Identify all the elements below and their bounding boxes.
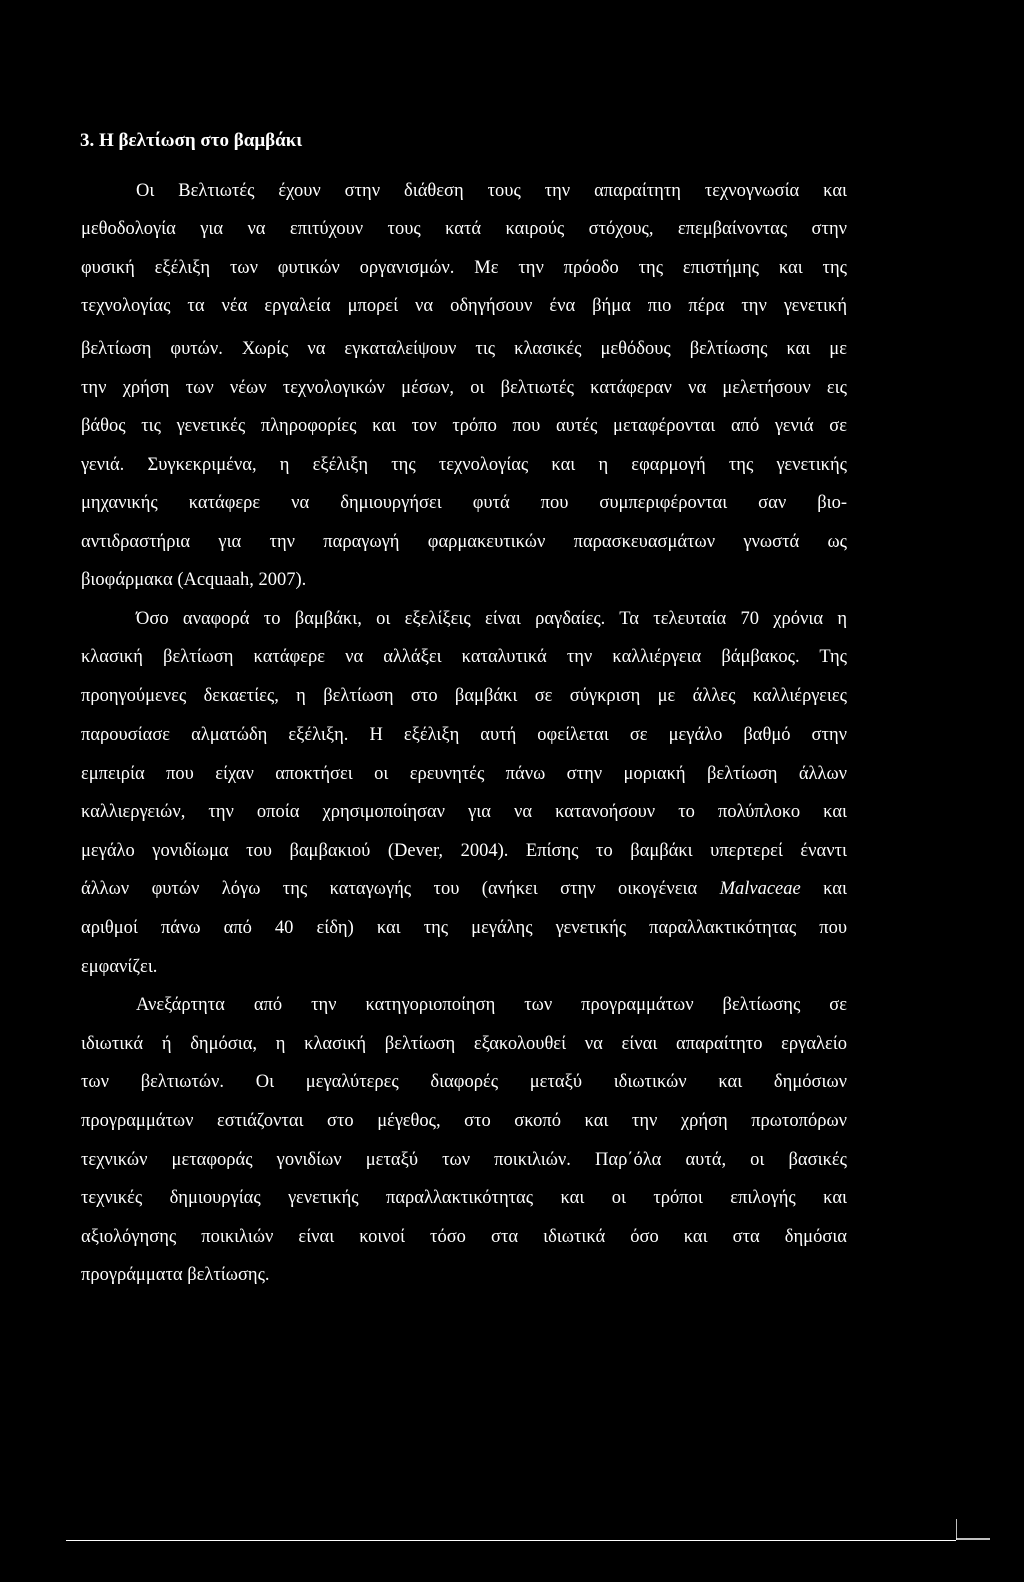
paragraph-1-line-5: βελτίωση φυτών. Χωρίς να εγκαταλείψουν τις κλασικές μεθόδους βελτίωσης και με [81, 339, 847, 359]
paragraph-3-line-7: αξιολόγησης ποικιλιών είναι κοινοί τόσο στα ιδιωτικά όσο και στα δημόσια [81, 1227, 847, 1247]
paragraph-1-line-9: μηχανικής κατάφερε να δημιουργήσει φυτά που συμπεριφέρονται σαν βιο- [81, 493, 847, 513]
paragraph-3-line-5: τεχνικών μεταφοράς γονιδίων μεταξύ των ποικιλιών. Παρ΄όλα αυτά, οι βασικές [81, 1150, 847, 1170]
paragraph-2-line-1: Όσο αναφορά το βαμβάκι, οι εξελίξεις είναι ραγδαίες. Τα τελευταία 70 χρόνια η [136, 609, 847, 629]
paragraph-2-line-10: εμφανίζει. [81, 957, 158, 977]
paragraph-2-line-4: παρουσίασε αλματώδη εξέλιξη. Η εξέλιξη αυτή οφείλεται σε μεγάλο βαθμό στην [81, 725, 847, 745]
section-heading: 3. Η βελτίωση στο βαμβάκι [80, 130, 303, 151]
paragraph-2-line-6: καλλιεργειών, την οποία χρησιμοποίησαν για να κατανοήσουν το πολύπλοκο και [81, 802, 847, 822]
paragraph-1-line-2: μεθοδολογία για να επιτύχουν τους κατά καιρούς στόχους, επεμβαίνοντας στην [81, 219, 847, 239]
paragraph-1-line-1: Οι Βελτιωτές έχουν στην διάθεση τους την απαραίτητη τεχνογνωσία και [136, 181, 847, 201]
paragraph-1-line-10: αντιδραστήρια για την παραγωγή φαρμακευτικών παρασκευασμάτων γνωστά ως [81, 532, 847, 552]
footer-corner-mark [956, 1518, 990, 1540]
paragraph-1-line-3: φυσική εξέλιξη των φυτικών οργανισμών. Με την πρόοδο της επιστήμης και της [81, 258, 847, 278]
paragraph-2-line-7: μεγάλο γονιδίωμα του βαμβακιού (Dever, 2004). Επίσης το βαμβάκι υπερτερεί έναντι [81, 841, 847, 861]
paragraph-1-line-11: βιοφάρμακα (Acquaah, 2007). [81, 570, 307, 590]
paragraph-2-line-2: κλασική βελτίωση κατάφερε να αλλάξει καταλυτικά την καλλιέργεια βάμβακος. Της [81, 647, 847, 667]
paragraph-1-line-7: βάθος τις γενετικές πληροφορίες και τον τρόπο που αυτές μεταφέρονται από γενιά σε [81, 416, 847, 436]
footer-rule [66, 1540, 956, 1541]
paragraph-2-line-8 [81, 877, 847, 901]
paragraph-1-line-8: γενιά. Συγκεκριμένα, η εξέλιξη της τεχνολογίας και η εφαρμογή της γενετικής [81, 455, 847, 475]
paragraph-2-line-5: εμπειρία που είχαν αποκτήσει οι ερευνητές πάνω στην μοριακή βελτίωση άλλων [81, 764, 847, 784]
paragraph-3-line-3: των βελτιωτών. Οι μεγαλύτερες διαφορές μεταξύ ιδιωτικών και δημόσιων [81, 1072, 847, 1092]
taxon-name: Malvaceae [719, 879, 801, 899]
paragraph-1-line-6: την χρήση των νέων τεχνολογικών μέσων, οι βελτιωτές κατάφεραν να μελετήσουν εις [81, 378, 847, 398]
paragraph-3-line-6: τεχνικές δημιουργίας γενετικής παραλλακτικότητας και οι τρόποι επιλογής και [81, 1188, 847, 1208]
paragraph-2-line-8-text: άλλων φυτών λόγω της καταγωγής του (ανήκει στην οικογένεια Malvaceae και [81, 879, 847, 899]
paragraph-2-line-9: αριθμοί πάνω από 40 είδη) και της μεγάλης γενετικής παραλλακτικότητας που [81, 918, 847, 938]
paragraph-3-line-8: προγράμματα βελτίωσης. [81, 1265, 270, 1285]
paragraph-3-line-4: προγραμμάτων εστιάζονται στο μέγεθος, στο σκοπό και την χρήση πρωτοπόρων [81, 1111, 847, 1131]
paragraph-1-line-4: τεχνολογίας τα νέα εργαλεία μπορεί να οδηγήσουν ένα βήμα πιο πέρα την γενετική [81, 296, 847, 316]
paragraph-2-line-3: προηγούμενες δεκαετίες, η βελτίωση στο βαμβάκι σε σύγκριση με άλλες καλλιέργειες [81, 686, 847, 706]
paragraph-3-line-1: Ανεξάρτητα από την κατηγοριοποίηση των προγραμμάτων βελτίωσης σε [136, 995, 847, 1015]
paragraph-3-line-2: ιδιωτικά ή δημόσια, η κλασική βελτίωση εξακολουθεί να είναι απαραίτητο εργαλείο [81, 1034, 847, 1054]
